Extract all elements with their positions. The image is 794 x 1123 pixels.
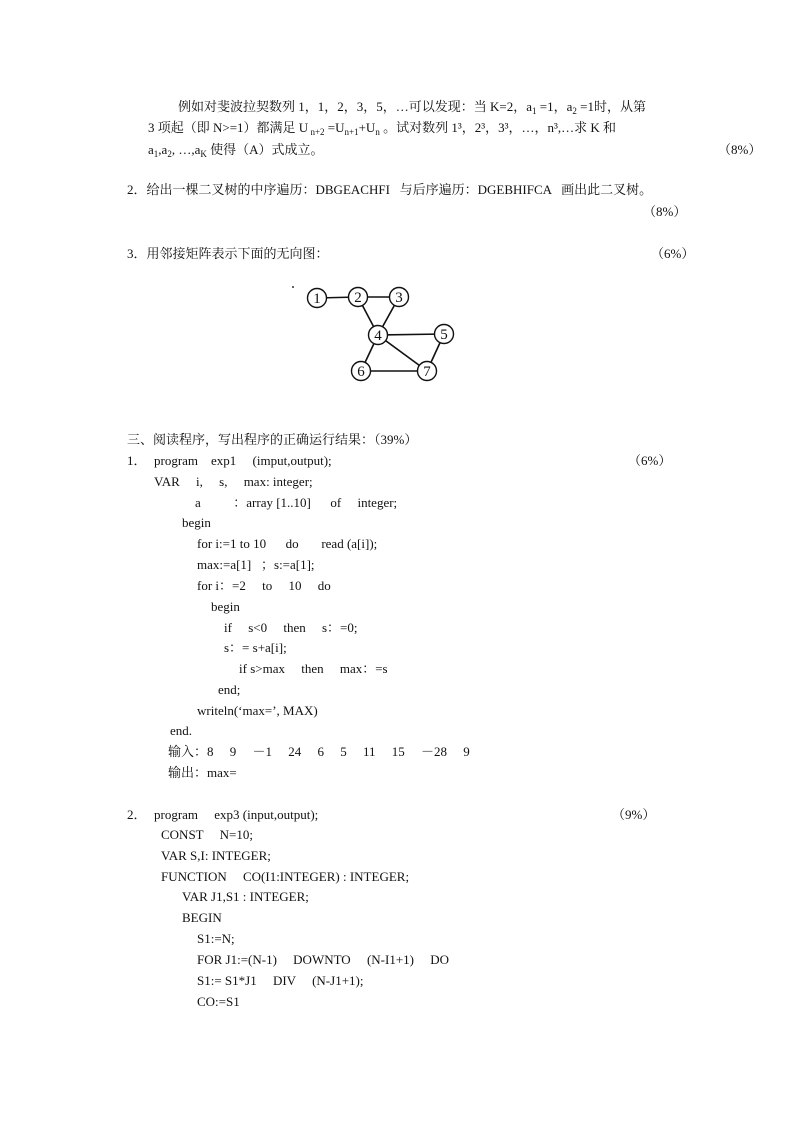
program-1-line: for i:=1 to 10 do read (a[i]); [197, 536, 378, 551]
program-1-line: a ：array [1..10] of integer; [195, 495, 398, 510]
intro-line-1 [178, 99, 646, 115]
subscript: 2 [167, 149, 172, 159]
program-2-line: program exp3 (input,output); [154, 807, 319, 822]
subscript: 1 [532, 106, 537, 116]
question-3-score: （6%） [651, 246, 695, 261]
graph-node-label-4: 4 [374, 328, 382, 344]
program-1-input: 输入：8 9 －1 24 6 5 11 15 －28 9 [168, 744, 470, 759]
graph-node-label-5: 5 [440, 327, 448, 343]
subscript: n [375, 127, 380, 137]
graph-node-label-7: 7 [423, 364, 431, 380]
intro-text: =U [324, 120, 345, 135]
subscript: K [200, 149, 207, 159]
program-1-output: 输出：max= [168, 765, 237, 780]
program-2-number: 2． [127, 807, 147, 822]
program-2-score: （9%） [612, 807, 656, 822]
intro-text: a [148, 142, 154, 157]
program-1-line: for i：=2 to 10 do [197, 578, 331, 593]
program-1-line: VAR i, s, max: integer; [154, 474, 313, 489]
intro-line-3 [148, 142, 323, 158]
program-1-line: s：= s+a[i]; [224, 640, 287, 655]
stray-dot [292, 286, 294, 288]
program-1-score: （6%） [628, 453, 672, 468]
program-1-line: end; [218, 682, 241, 697]
intro-line-2 [148, 120, 616, 136]
program-1-number: 1． [127, 453, 147, 468]
question-2-text: 2．给出一棵二叉树的中序遍历：DBGEACHFI 与后序遍历：DGEBHIFCA 画出此二叉树。 [127, 182, 653, 197]
program-1-line: begin [211, 599, 240, 614]
program-1-line: if s>max then max：=s [239, 661, 388, 676]
intro-score: （8%） [718, 142, 762, 157]
question-2-score: （8%） [643, 204, 687, 219]
program-2-line: FOR J1:=(N-1) DOWNTO (N-I1+1) DO [197, 952, 450, 967]
subscript: n+2 [308, 127, 325, 137]
program-2-line: S1:=N; [197, 931, 235, 946]
undirected-graph [300, 280, 465, 385]
section-3-heading: 三、阅读程序，写出程序的正确运行结果：（39%） [127, 432, 418, 447]
program-2-line: VAR S,I: INTEGER; [161, 848, 271, 863]
subscript: 2 [572, 106, 577, 116]
program-1-line: begin [182, 515, 211, 530]
intro-text: , …,a [171, 142, 201, 157]
program-2-line: S1:= S1*J1 DIV (N-J1+1); [197, 973, 364, 988]
program-2-line: VAR J1,S1 : INTEGER; [182, 889, 309, 904]
graph-node-label-6: 6 [357, 364, 365, 380]
program-1-line: if s<0 then s：=0; [224, 620, 358, 635]
subscript: 1 [153, 149, 159, 159]
program-1-line: writeln(‘max=’, MAX) [197, 703, 318, 718]
intro-text: +U [358, 120, 376, 135]
question-3-text: 3．用邻接矩阵表示下面的无向图： [127, 246, 329, 261]
program-1-line: max:=a[1] ；s:=a[1]; [197, 557, 315, 572]
intro-text: 例如对斐波拉契数列 1，1，2，3，5，…可以发现：当 K=2，a [178, 99, 532, 114]
intro-text: =1时，从第 [576, 99, 646, 114]
graph-node-label-1: 1 [313, 291, 321, 307]
intro-text: =1，a [536, 99, 573, 114]
intro-text: ,a [158, 142, 168, 157]
program-2-line: CO:=S1 [197, 994, 240, 1009]
graph-node-label-3: 3 [395, 290, 403, 306]
graph-node-label-2: 2 [354, 290, 362, 306]
program-1-line: end. [170, 723, 193, 738]
subscript: n+1 [344, 127, 359, 137]
program-2-line: CONST N=10; [161, 827, 253, 842]
intro-text: 使得（A）式成立。 [206, 142, 324, 157]
program-2-line: FUNCTION CO(I1:INTEGER) : INTEGER; [161, 869, 410, 884]
program-2-line: BEGIN [182, 910, 222, 925]
intro-text: 3 项起（即 N>=1）都满足 U [148, 120, 309, 135]
program-1-line: program exp1 (imput,output); [154, 453, 332, 468]
intro-text: 。试对数列 1³，2³，3³，…，n³,…求 K 和 [379, 120, 617, 135]
